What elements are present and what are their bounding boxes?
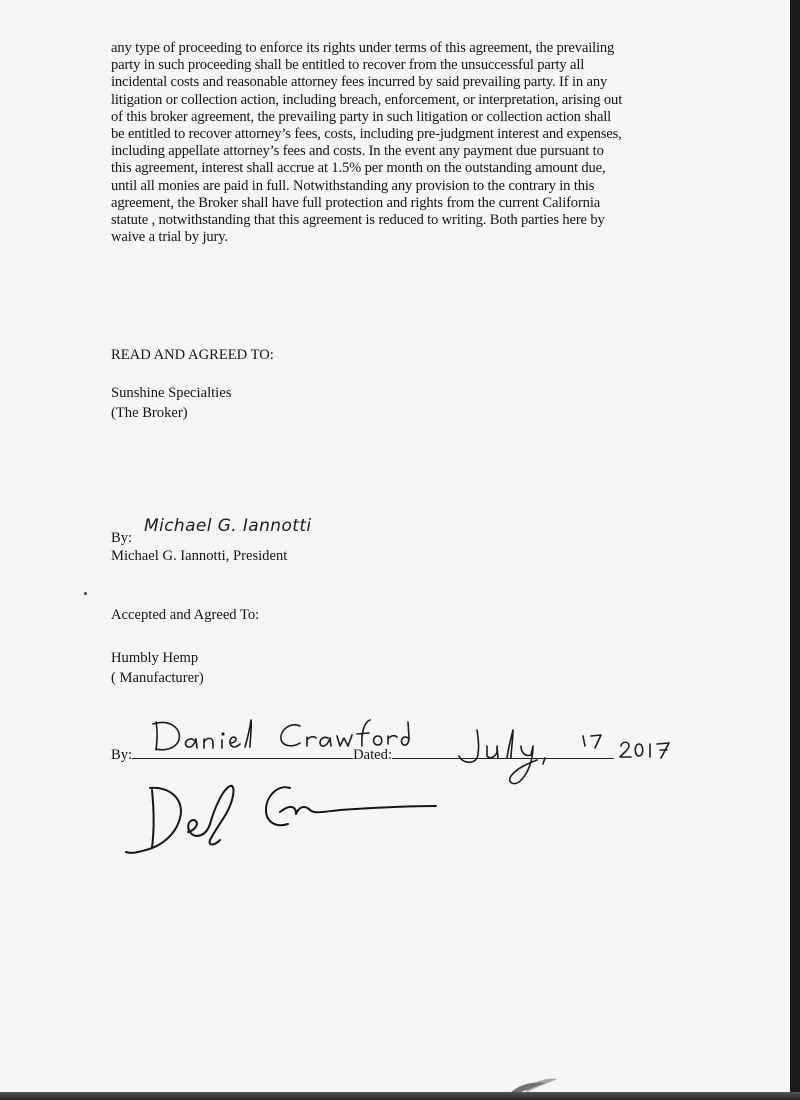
handwritten-date [455, 722, 675, 792]
broker-acceptance-heading: READ AND AGREED TO: [111, 347, 274, 363]
paragraph-line: incidental costs and reasonable attorney fees incurred by said prevailing party. If in any [111, 74, 608, 91]
scan-border-right [790, 0, 800, 1100]
manufacturer-acceptance-heading: Accepted and Agreed To: [111, 607, 260, 623]
paragraph-line: waive a trial by jury. [111, 229, 228, 246]
broker-company-name: Sunshine Specialties [111, 385, 232, 401]
paragraph-line: this agreement, interest shall accrue at 1.5% per month on the outstanding amount due, [111, 160, 606, 177]
handwritten-name-signature [150, 712, 420, 762]
manufacturer-company-name: Humbly Hemp [111, 650, 199, 666]
paragraph-line: until all monies are paid in full. Notwithstanding any provision to the contrary in this [111, 177, 595, 194]
scan-smudge [505, 1065, 565, 1095]
manufacturer-handwritten-signature [110, 770, 450, 860]
paragraph-line: statute , notwithstanding that this agreement is reduced to writing. Both parties here by [111, 212, 605, 229]
dated-label: Dated: [353, 747, 392, 763]
paragraph-line: litigation or collection action, including breach, enforcement, or interpretation, arising out [111, 91, 623, 108]
scan-border-bottom [0, 1092, 800, 1100]
agreement-paragraph [111, 40, 686, 246]
paragraph-line: of this broker agreement, the prevailing party in such litigation or collection action shall [111, 108, 612, 125]
manufacturer-role-label: ( Manufacturer) [111, 670, 204, 686]
manufacturer-by-label: By: [111, 747, 133, 763]
paragraph-line: be entitled to recover attorney’s fees, costs, including pre-judgment interest and expenses, [111, 126, 622, 143]
paragraph-line: any type of proceeding to enforce its rights under terms of this agreement, the prevailing [111, 40, 615, 56]
scan-speck [84, 592, 87, 595]
broker-role-label: (The Broker) [111, 405, 188, 421]
paragraph-line: agreement, the Broker shall have full protection and rights from the current California [111, 194, 601, 211]
paragraph-line: party in such proceeding shall be entitled to recover from the unsuccessful party all [111, 57, 585, 74]
broker-typed-signature: Michael G. Iannotti [144, 516, 312, 536]
paragraph-line: including appellate attorney’s fees and costs. In the event any payment due pursuant to [111, 143, 604, 160]
broker-signer-name: Michael G. Iannotti, President [111, 548, 288, 564]
broker-by-label: By: [111, 530, 133, 546]
